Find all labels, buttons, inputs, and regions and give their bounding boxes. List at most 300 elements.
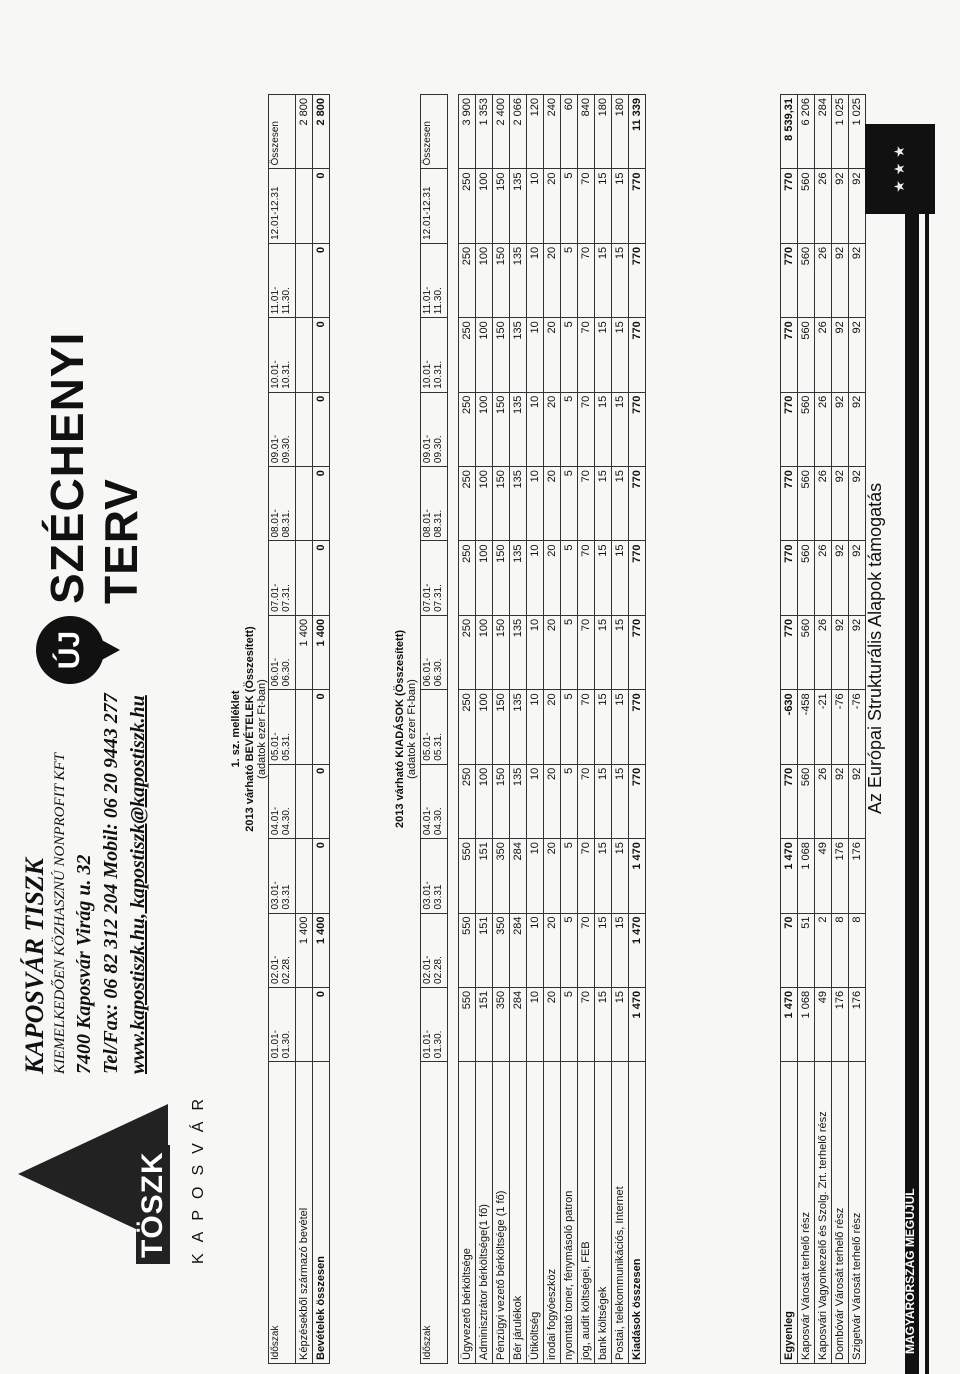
org-phone: Tel/Fax: 06 82 312 204 Mobil: 06 20 9443 277 (100, 693, 122, 1074)
row-value-cell: 15 (612, 615, 629, 689)
row-value-cell (296, 169, 313, 243)
row-label: Képzésekből származó bevétel (296, 1062, 313, 1364)
row-value-cell: 770 (629, 169, 646, 243)
row-value-cell: 150 (493, 615, 510, 689)
row-value-cell: 1 068 (798, 987, 815, 1061)
expense-title: 2013 várható KIADÁSOK (Összesített) (394, 629, 406, 829)
program-name: SZÉCHENYI TERV (41, 331, 147, 604)
row-value-cell: 1 470 (629, 913, 646, 987)
eu-support-text: Az Európai Strukturális Alapok támogatás (865, 482, 885, 814)
row-value-cell: 770 (781, 615, 798, 689)
header-cell-month: 08.01- 08.31. (269, 467, 296, 541)
row-value-cell: 70 (578, 913, 595, 987)
row-label: jog, audit költségei, FEB (578, 1062, 595, 1364)
row-value-cell: 0 (313, 243, 330, 317)
row-value-cell: 70 (578, 615, 595, 689)
header-cell-month: 06.01- 06.30. (421, 615, 448, 689)
income-table (268, 94, 330, 1364)
row-value-cell: 5 (561, 615, 578, 689)
header-cell-month: 11.01- 11.30. (269, 243, 296, 317)
table-row (561, 95, 578, 1364)
header-cell-month: 06.01- 06.30. (269, 615, 296, 689)
row-value-cell: 70 (578, 764, 595, 838)
row-value-cell: 250 (459, 541, 476, 615)
row-value-cell: 20 (544, 690, 561, 764)
header-cell-month: 04.01- 04.30. (421, 764, 448, 838)
row-total-cell: 3 900 (459, 95, 476, 169)
row-value-cell: 10 (527, 839, 544, 913)
row-value-cell: 15 (595, 392, 612, 466)
row-label: Bevételek összesen (313, 1062, 330, 1364)
row-value-cell: 5 (561, 690, 578, 764)
row-total-cell: 11 339 (629, 95, 646, 169)
spacer-row (448, 95, 459, 1364)
row-value-cell: 10 (527, 243, 544, 317)
row-value-cell: 135 (510, 615, 527, 689)
row-total-cell: 8 539,31 (781, 95, 798, 169)
income-title: 2013 várható BEVÉTELEK (Összesített) (244, 626, 256, 832)
row-value-cell: 250 (459, 764, 476, 838)
row-value-cell: 92 (832, 467, 849, 541)
row-value-cell: 176 (849, 839, 866, 913)
footer-bar-text: MAGYARORSZÁG MEGÚJUL (903, 1188, 917, 1354)
row-value-cell: 5 (561, 839, 578, 913)
row-total-cell: 2 400 (493, 95, 510, 169)
row-value-cell: 2 (815, 913, 832, 987)
row-value-cell: 135 (510, 690, 527, 764)
row-value-cell: 770 (781, 392, 798, 466)
row-value-cell: 560 (798, 764, 815, 838)
row-value-cell: 10 (527, 392, 544, 466)
row-value-cell: 20 (544, 541, 561, 615)
row-value-cell: 15 (595, 913, 612, 987)
row-total-cell: 180 (612, 95, 629, 169)
row-value-cell: 1 400 (313, 615, 330, 689)
row-value-cell: 15 (595, 541, 612, 615)
row-value-cell: 135 (510, 318, 527, 392)
row-value-cell: 15 (595, 764, 612, 838)
row-value-cell: 70 (578, 243, 595, 317)
row-value-cell: 70 (578, 392, 595, 466)
row-value-cell: 560 (798, 243, 815, 317)
row-label: Adminisztrátor bérköltsége(1 fő) (476, 1062, 493, 1364)
row-value-cell (296, 392, 313, 466)
row-total-cell: 180 (595, 95, 612, 169)
row-value-cell: 15 (595, 467, 612, 541)
footer (865, 0, 955, 1374)
row-value-cell: 1 470 (629, 987, 646, 1061)
row-value-cell: 15 (595, 839, 612, 913)
row-value-cell: 151 (476, 839, 493, 913)
row-value-cell: 49 (815, 839, 832, 913)
income-header-row (269, 95, 296, 1364)
row-value-cell: 560 (798, 169, 815, 243)
row-value-cell: 0 (313, 392, 330, 466)
row-value-cell: 5 (561, 913, 578, 987)
row-value-cell: 151 (476, 913, 493, 987)
header-cell-month: 08.01- 08.31. (421, 467, 448, 541)
row-label: Postai, telekommunikációs, Internet (612, 1062, 629, 1364)
row-value-cell: -458 (798, 690, 815, 764)
row-value-cell: -76 (832, 690, 849, 764)
row-value-cell: 350 (493, 913, 510, 987)
row-value-cell: 770 (781, 541, 798, 615)
row-value-cell: 92 (849, 318, 866, 392)
row-total-cell: 284 (815, 95, 832, 169)
row-value-cell: -76 (849, 690, 866, 764)
row-value-cell: 51 (798, 913, 815, 987)
table-row (849, 95, 866, 1364)
row-value-cell: 5 (561, 467, 578, 541)
row-value-cell: 15 (595, 243, 612, 317)
row-value-cell (296, 839, 313, 913)
row-value-cell: 1 400 (296, 615, 313, 689)
row-value-cell: 8 (849, 913, 866, 987)
row-value-cell (296, 243, 313, 317)
row-value-cell: 100 (476, 169, 493, 243)
table-row (629, 95, 646, 1364)
row-value-cell: 92 (849, 169, 866, 243)
row-value-cell: 100 (476, 690, 493, 764)
row-value-cell: 100 (476, 243, 493, 317)
row-value-cell: 100 (476, 764, 493, 838)
row-value-cell: 26 (815, 243, 832, 317)
row-value-cell: 0 (313, 467, 330, 541)
row-value-cell: 5 (561, 541, 578, 615)
header-cell-month: 02.01- 02.28. (421, 913, 448, 987)
table-row (612, 95, 629, 1364)
row-value-cell: 92 (849, 243, 866, 317)
row-value-cell: 15 (612, 169, 629, 243)
row-value-cell: 770 (629, 392, 646, 466)
row-value-cell: 1 470 (781, 839, 798, 913)
header-cell-month: 10.01- 10.31. (269, 318, 296, 392)
row-value-cell: 20 (544, 392, 561, 466)
row-value-cell: 0 (313, 764, 330, 838)
row-value-cell: 284 (510, 913, 527, 987)
row-total-cell: 1 025 (832, 95, 849, 169)
row-value-cell: 92 (849, 615, 866, 689)
row-value-cell: 5 (561, 243, 578, 317)
row-value-cell: 150 (493, 392, 510, 466)
row-value-cell: 150 (493, 764, 510, 838)
row-value-cell (296, 541, 313, 615)
row-value-cell: -630 (781, 690, 798, 764)
table-row (510, 95, 527, 1364)
row-value-cell: 92 (832, 169, 849, 243)
header-cell-month: 04.01- 04.30. (269, 764, 296, 838)
row-value-cell: 10 (527, 987, 544, 1061)
row-value-cell: 5 (561, 392, 578, 466)
row-value-cell: 770 (629, 764, 646, 838)
row-value-cell: 135 (510, 541, 527, 615)
row-value-cell: 15 (595, 987, 612, 1061)
row-value-cell: 100 (476, 318, 493, 392)
row-value-cell: 5 (561, 318, 578, 392)
row-value-cell: 1 068 (798, 839, 815, 913)
row-value-cell (296, 987, 313, 1061)
header-cell-month: 12.01-12.31 (269, 169, 296, 243)
header-cell-month: 09.01- 09.30. (269, 392, 296, 466)
row-value-cell: 250 (459, 392, 476, 466)
row-value-cell: 70 (578, 541, 595, 615)
row-label: Szigetvár Városát terhelő rész (849, 1062, 866, 1364)
uj-badge-icon: ÚJ (36, 616, 104, 684)
expense-table (420, 94, 646, 1364)
row-value-cell: 770 (629, 467, 646, 541)
row-value-cell: 26 (815, 169, 832, 243)
row-value-cell: 1 400 (296, 913, 313, 987)
row-value-cell: 20 (544, 615, 561, 689)
row-value-cell: 70 (578, 169, 595, 243)
row-value-cell: 0 (313, 839, 330, 913)
row-value-cell: 92 (832, 541, 849, 615)
row-value-cell: 5 (561, 764, 578, 838)
row-value-cell: 10 (527, 913, 544, 987)
row-label: Kaposvári Vagyonkezelő és Szolg. Zrt. terhelő rész (815, 1062, 832, 1364)
row-value-cell: 15 (595, 615, 612, 689)
row-value-cell: 26 (815, 392, 832, 466)
row-value-cell: 0 (313, 318, 330, 392)
org-address: 7400 Kaposvár Virág u. 32 (73, 854, 95, 1074)
row-value-cell (296, 318, 313, 392)
row-value-cell: 550 (459, 913, 476, 987)
row-value-cell: 1 400 (313, 913, 330, 987)
row-value-cell: 15 (612, 467, 629, 541)
row-value-cell: 350 (493, 987, 510, 1061)
org-web[interactable]: www.kapostiszk.hu, kapostiszk@kapostiszk.hu (127, 695, 149, 1074)
table-row (781, 95, 798, 1364)
row-value-cell: 20 (544, 913, 561, 987)
row-value-cell: 10 (527, 615, 544, 689)
table-row (493, 95, 510, 1364)
row-value-cell: 284 (510, 987, 527, 1061)
table-row (815, 95, 832, 1364)
eu-flag-icon: ★ ★ ★ (865, 124, 935, 214)
row-label: Kaposvár Városát terhelő rész (798, 1062, 815, 1364)
row-value-cell: 92 (832, 318, 849, 392)
row-total-cell: 120 (527, 95, 544, 169)
table-row (459, 95, 476, 1364)
row-value-cell: 15 (595, 318, 612, 392)
header-cell-total: Összesen (421, 95, 448, 169)
row-value-cell: 49 (815, 987, 832, 1061)
row-value-cell: 560 (798, 615, 815, 689)
row-total-cell: 2 800 (313, 95, 330, 169)
row-value-cell: 560 (798, 392, 815, 466)
row-value-cell: 560 (798, 467, 815, 541)
org-name: KAPOSVÁR TISZK (20, 857, 49, 1074)
row-value-cell: 150 (493, 541, 510, 615)
row-value-cell: 150 (493, 467, 510, 541)
row-value-cell: 250 (459, 318, 476, 392)
tiszk-logo (18, 1084, 228, 1264)
row-value-cell: 1 470 (781, 987, 798, 1061)
row-value-cell: 26 (815, 467, 832, 541)
row-value-cell: 350 (493, 839, 510, 913)
row-value-cell: 15 (595, 690, 612, 764)
row-label: Dombóvár Városát terhelő rész (832, 1062, 849, 1364)
row-label: Útiköltség (527, 1062, 544, 1364)
row-value-cell: 0 (313, 169, 330, 243)
row-value-cell: 135 (510, 392, 527, 466)
header-cell-month: 01.01- 01.30. (269, 987, 296, 1061)
header-cell-month: 11.01- 11.30. (421, 243, 448, 317)
row-value-cell: 15 (612, 243, 629, 317)
row-value-cell: 70 (578, 839, 595, 913)
row-value-cell: 15 (612, 541, 629, 615)
row-value-cell: 8 (832, 913, 849, 987)
row-value-cell: 770 (629, 318, 646, 392)
row-value-cell: 92 (849, 541, 866, 615)
logo-sub: KAPOSVÁR (190, 1087, 207, 1264)
row-value-cell: 26 (815, 318, 832, 392)
row-value-cell: 250 (459, 467, 476, 541)
table-row (578, 95, 595, 1364)
row-value-cell: 100 (476, 541, 493, 615)
row-value-cell: 92 (849, 467, 866, 541)
row-value-cell: 550 (459, 839, 476, 913)
row-value-cell: 770 (781, 243, 798, 317)
row-value-cell: 176 (832, 839, 849, 913)
row-value-cell: 250 (459, 615, 476, 689)
row-value-cell: 20 (544, 318, 561, 392)
row-value-cell: 770 (629, 541, 646, 615)
header-cell-month: 03.01- 03.31 (269, 839, 296, 913)
row-total-cell: 840 (578, 95, 595, 169)
row-value-cell: 0 (313, 690, 330, 764)
row-value-cell: -21 (815, 690, 832, 764)
expense-unit: (adatok ezer Ft-ban) (406, 679, 418, 779)
row-value-cell: 15 (612, 987, 629, 1061)
annex-label: 1. sz. melléklet (230, 690, 242, 768)
row-value-cell: 20 (544, 467, 561, 541)
table-row (476, 95, 493, 1364)
row-value-cell: 92 (832, 392, 849, 466)
row-value-cell: 92 (849, 764, 866, 838)
footer-bar-thin (925, 154, 929, 1374)
expense-header-row (421, 95, 448, 1364)
row-value-cell: 10 (527, 467, 544, 541)
row-value-cell: 150 (493, 318, 510, 392)
row-label: bank költségek (595, 1062, 612, 1364)
row-value-cell: 770 (781, 318, 798, 392)
header-cell-month: 09.01- 09.30. (421, 392, 448, 466)
row-value-cell: 20 (544, 987, 561, 1061)
row-value-cell: 92 (849, 392, 866, 466)
row-value-cell: 151 (476, 987, 493, 1061)
row-value-cell: 135 (510, 467, 527, 541)
row-value-cell: 15 (612, 839, 629, 913)
balance-table (780, 94, 866, 1364)
row-value-cell: 70 (578, 987, 595, 1061)
row-value-cell: 100 (476, 467, 493, 541)
row-label: Pénzügyi vezető bérköltsége (1 fő) (493, 1062, 510, 1364)
row-value-cell: 1 470 (629, 839, 646, 913)
org-type: KIEMELKEDŐEN KÖZHASZNÚ NONPROFIT KFT (52, 752, 68, 1074)
row-label: Ügyvezető bérköltsége (459, 1062, 476, 1364)
row-value-cell: 250 (459, 169, 476, 243)
table-row (544, 95, 561, 1364)
row-value-cell: 176 (849, 987, 866, 1061)
row-value-cell: 770 (781, 169, 798, 243)
row-value-cell: 26 (815, 764, 832, 838)
header-cell-month: 10.01- 10.31. (421, 318, 448, 392)
header-cell-period: Időszak (269, 1062, 296, 1364)
row-label: nyomtató toner, fénymásoló patron (561, 1062, 578, 1364)
table-row (527, 95, 544, 1364)
row-value-cell: 15 (612, 764, 629, 838)
row-value-cell: 250 (459, 690, 476, 764)
row-value-cell: 70 (781, 913, 798, 987)
row-value-cell: 92 (832, 243, 849, 317)
row-value-cell: 150 (493, 243, 510, 317)
row-value-cell: 560 (798, 318, 815, 392)
row-value-cell: 70 (578, 318, 595, 392)
row-total-cell: 240 (544, 95, 561, 169)
row-value-cell: 15 (612, 392, 629, 466)
row-value-cell: 770 (781, 467, 798, 541)
row-value-cell: 10 (527, 169, 544, 243)
row-value-cell: 550 (459, 987, 476, 1061)
header-cell-month: 05.01- 05.31. (269, 690, 296, 764)
row-value-cell: 770 (629, 615, 646, 689)
row-value-cell: 770 (629, 243, 646, 317)
row-value-cell: 15 (595, 169, 612, 243)
row-value-cell: 20 (544, 764, 561, 838)
table-row (832, 95, 849, 1364)
row-value-cell: 100 (476, 615, 493, 689)
row-total-cell: 2 066 (510, 95, 527, 169)
szechenyi-logo (10, 244, 170, 684)
table-row (296, 95, 313, 1364)
row-value-cell: 92 (832, 764, 849, 838)
table-row (798, 95, 815, 1364)
row-value-cell: 5 (561, 169, 578, 243)
row-total-cell: 2 800 (296, 95, 313, 169)
row-value-cell: 0 (313, 987, 330, 1061)
header-cell-month: 07.01- 07.31. (269, 541, 296, 615)
row-label: Egyenleg (781, 1062, 798, 1364)
header-cell-month: 05.01- 05.31. (421, 690, 448, 764)
row-value-cell: 20 (544, 169, 561, 243)
header-cell-month: 03.01- 03.31 (421, 839, 448, 913)
pin-tail-icon (98, 638, 120, 662)
row-value-cell: 20 (544, 243, 561, 317)
header-cell-period: Időszak (421, 1062, 448, 1364)
header-cell-month: 02.01- 02.28. (269, 913, 296, 987)
header-cell-month: 07.01- 07.31. (421, 541, 448, 615)
row-value-cell: 135 (510, 169, 527, 243)
row-value-cell: 15 (612, 318, 629, 392)
row-value-cell: 100 (476, 392, 493, 466)
row-value-cell: 26 (815, 615, 832, 689)
row-total-cell: 1 025 (849, 95, 866, 169)
row-value-cell: 5 (561, 987, 578, 1061)
row-value-cell: 70 (578, 467, 595, 541)
logo-brand: TÖSZK (136, 1145, 170, 1264)
row-label: Bér járulékok (510, 1062, 527, 1364)
row-value-cell: 135 (510, 243, 527, 317)
header-cell-month: 12.01-12.31 (421, 169, 448, 243)
row-value-cell: 70 (578, 690, 595, 764)
row-value-cell: 10 (527, 318, 544, 392)
table-row (313, 95, 330, 1364)
row-value-cell: 15 (612, 913, 629, 987)
row-value-cell: 135 (510, 764, 527, 838)
row-value-cell: 92 (832, 615, 849, 689)
row-value-cell: 15 (612, 690, 629, 764)
